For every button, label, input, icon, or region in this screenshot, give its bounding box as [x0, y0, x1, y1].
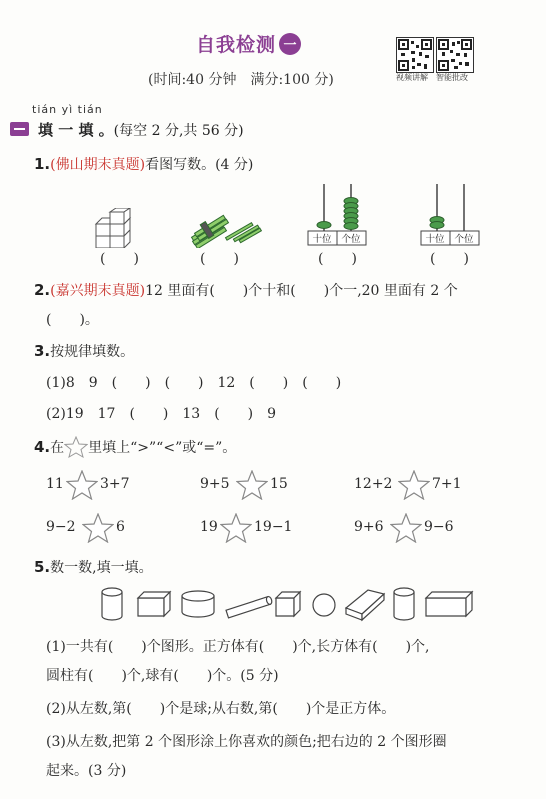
sphere-shape: [313, 594, 335, 616]
compare-right-6: 9−6: [424, 519, 454, 535]
qr-caption-video: 视频讲解: [396, 73, 428, 82]
answer-blank-4[interactable]: ( ): [430, 251, 469, 267]
star-icon: [64, 436, 88, 458]
abacus-image-1: [306, 182, 368, 246]
question-3: [34, 341, 134, 361]
compare-star-3[interactable]: [398, 470, 430, 500]
cylinder-shape-4: [394, 588, 414, 620]
question-4: [34, 436, 236, 458]
sub-question-1-line1: (1)一共有( )个图形。正方体有( )个,长方体有( )个,: [46, 639, 430, 655]
sub-question-3-line1: (3)从左数,把第 2 个图形涂上你喜欢的颜色;把右边的 2 个图形圈: [46, 734, 447, 750]
time-score-info: (时间:40 分钟 满分:100 分): [148, 72, 334, 88]
tens-label: 十位: [425, 234, 445, 245]
compare-left-5: 19: [200, 519, 218, 535]
sequence-row-2: (2)19 17 ( ) 13 ( ) 9: [46, 406, 277, 422]
compare-right-2: 15: [270, 476, 288, 492]
compare-star-1[interactable]: [66, 470, 98, 500]
question-number: 3.: [34, 342, 51, 360]
cylinder-shape-1: [102, 588, 122, 620]
cylinder-shape-3: [226, 596, 273, 618]
question-number: 1.: [34, 155, 51, 173]
compare-star-4[interactable]: [82, 513, 114, 543]
source-tag: (嘉兴期末真题): [50, 283, 146, 299]
sticks-bundle-image: [190, 210, 262, 248]
compare-left-6: 9+6: [354, 519, 384, 535]
answer-blank-3[interactable]: ( ): [318, 251, 357, 267]
question-text: 数一数,填一填。: [50, 560, 153, 576]
sequence-row-1: (1)8 9 ( ) ( ) 12 ( ) ( ): [46, 375, 342, 391]
cuboid-shape-3: [426, 592, 472, 616]
section-score-note: (每空 2 分,共 56 分): [113, 123, 244, 139]
page-title: [196, 30, 301, 57]
question-number: 2.: [34, 281, 51, 299]
compare-left-2: 9+5: [200, 476, 230, 492]
sub-question-3-line2: 起来。(3 分): [46, 763, 127, 779]
ones-label: 个位: [454, 234, 474, 245]
section-title-text: 填 一 填 。: [38, 121, 114, 139]
compare-star-6[interactable]: [390, 513, 422, 543]
compare-right-4: 6: [116, 519, 125, 535]
compare-right-3: 7+1: [432, 476, 462, 492]
question-number: 4.: [34, 438, 51, 456]
compare-left-1: 11: [46, 476, 64, 492]
qr-code-grading[interactable]: [436, 37, 474, 73]
question-number: 5.: [34, 558, 51, 576]
solid-shapes-row: [92, 586, 482, 622]
qr-code-video[interactable]: [396, 37, 434, 73]
abacus-image-2: [419, 182, 481, 246]
question-text: 看图写数。(4 分): [145, 157, 254, 173]
ones-label: 个位: [341, 234, 361, 245]
compare-star-2[interactable]: [236, 470, 268, 500]
sub-question-1-line2: 圆柱有( )个,球有( )个。(5 分): [46, 668, 279, 684]
compare-left-3: 12+2: [354, 476, 393, 492]
compare-star-5[interactable]: [220, 513, 252, 543]
question-text: 按规律填数。: [50, 344, 135, 360]
question-2-line2: ( )。: [46, 312, 99, 328]
question-2: [34, 280, 458, 300]
compare-right-1: 3+7: [100, 476, 130, 492]
title-number-badge: 一: [279, 33, 301, 55]
cuboid-shape-1: [138, 592, 170, 616]
sub-question-2: (2)从左数,第( )个是球;从右数,第( )个是正方体。: [46, 701, 396, 717]
section-pinyin: tián yì tián: [32, 103, 103, 116]
answer-blank-1[interactable]: ( ): [100, 251, 139, 267]
cuboid-shape-2: [346, 590, 384, 620]
answer-blank-2[interactable]: ( ): [200, 251, 239, 267]
section-number-badge: [10, 122, 29, 136]
compare-left-4: 9−2: [46, 519, 76, 535]
tens-label: 十位: [312, 234, 332, 245]
question-1: [34, 154, 253, 174]
question-text-pre: 在: [50, 440, 65, 456]
question-text-post: 里填上“>”“<”或“=”。: [88, 440, 237, 456]
cylinder-shape-2: [182, 591, 214, 617]
question-5: [34, 557, 153, 577]
qr-caption-grading: 智能批改: [436, 73, 468, 82]
title-text: 自我检测: [196, 34, 277, 56]
source-tag: (佛山期末真题): [50, 157, 146, 173]
compare-right-5: 19−1: [254, 519, 293, 535]
question-text: 12 里面有( )个十和( )个一,20 里面有 2 个: [145, 283, 458, 299]
cube-stack-image: [92, 208, 144, 248]
section-title: [38, 119, 244, 140]
cube-shape-1: [276, 592, 300, 616]
